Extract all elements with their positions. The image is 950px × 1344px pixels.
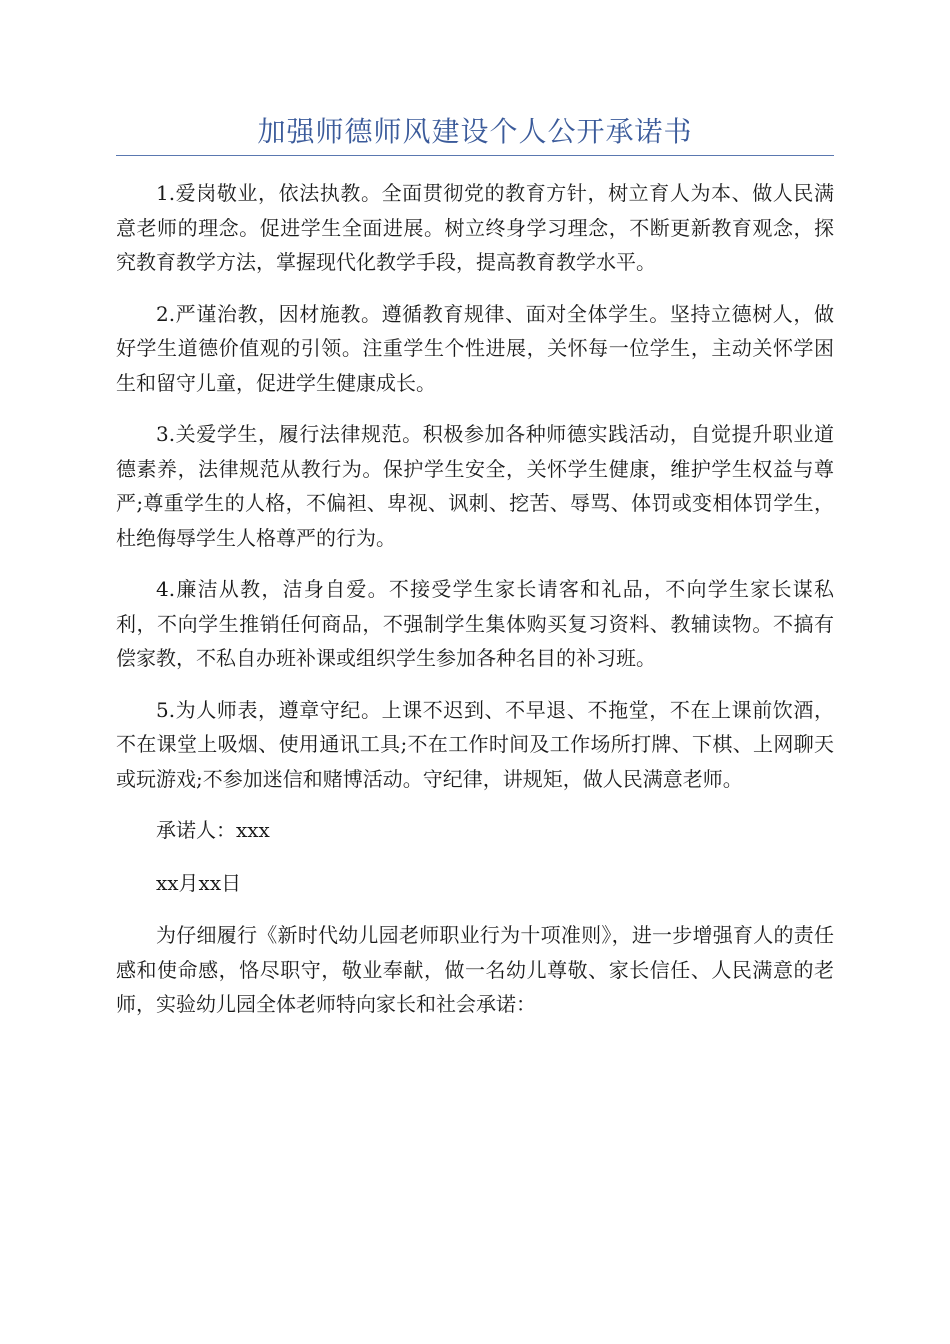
document-title: 加强师德师风建设个人公开承诺书 xyxy=(257,115,693,148)
title-underline xyxy=(116,155,834,156)
commitment-item-3: 3.关爱学生，履行法律规范。积极参加各种师德实践活动，自觉提升职业道德素养，法律规范从教行为。保护学生安全，关怀学生健康，维护学生权益与尊严;尊重学生的人格，不偏袒、卑视、讽刺、挖苦、辱骂、体罚或变相体罚学生，杜绝侮辱学生人格尊严的行为。 xyxy=(116,422,834,550)
commitment-item-5: 5.为人师表，遵章守纪。上课不迟到、不早退、不拖堂，不在上课前饮酒，不在课堂上吸烟、使用通讯工具;不在工作时间及工作场所打牌、下棋、上网聊天或玩游戏;不参加迷信和赌博活动。守纪律，讲规矩，做人民满意老师。 xyxy=(116,697,834,791)
date-line: xx月xx日 xyxy=(156,870,242,895)
commitment-item-1: 1.爱岗敬业，依法执教。全面贯彻党的教育方针，树立育人为本、做人民满意老师的理念。促进学生全面进展。树立终身学习理念，不断更新教育观念，探究教育教学方法，掌握现代化教学手段，提高教育教学水平。 xyxy=(116,181,834,274)
signer-line: 承诺人：xxx xyxy=(156,818,270,842)
document-body xyxy=(116,176,834,1039)
commitment-item-2: 2.严谨治教，因材施教。遵循教育规律、面对全体学生。坚持立德树人，做好学生道德价值观的引领。注重学生个性进展，关怀每一位学生，主动关怀学困生和留守儿童，促进学生健康成长。 xyxy=(116,301,834,395)
closing-paragraph: 为仔细履行《新时代幼儿园老师职业行为十项准则》，进一步增强育人的责任感和使命感，恪尽职守，敬业奉献，做一名幼儿尊敬、家长信任、人民满意的老师，实验幼儿园全体老师特向家长和社会承诺： xyxy=(116,923,834,1016)
commitment-item-4: 4.廉洁从教，洁身自爱。不接受学生家长请客和礼品，不向学生家长谋私利，不向学生推销任何商品，不强制学生集体购买复习资料、教辅读物。不搞有偿家教，不私自办班补课或组织学生参加各种名目的补习班。 xyxy=(116,577,834,670)
